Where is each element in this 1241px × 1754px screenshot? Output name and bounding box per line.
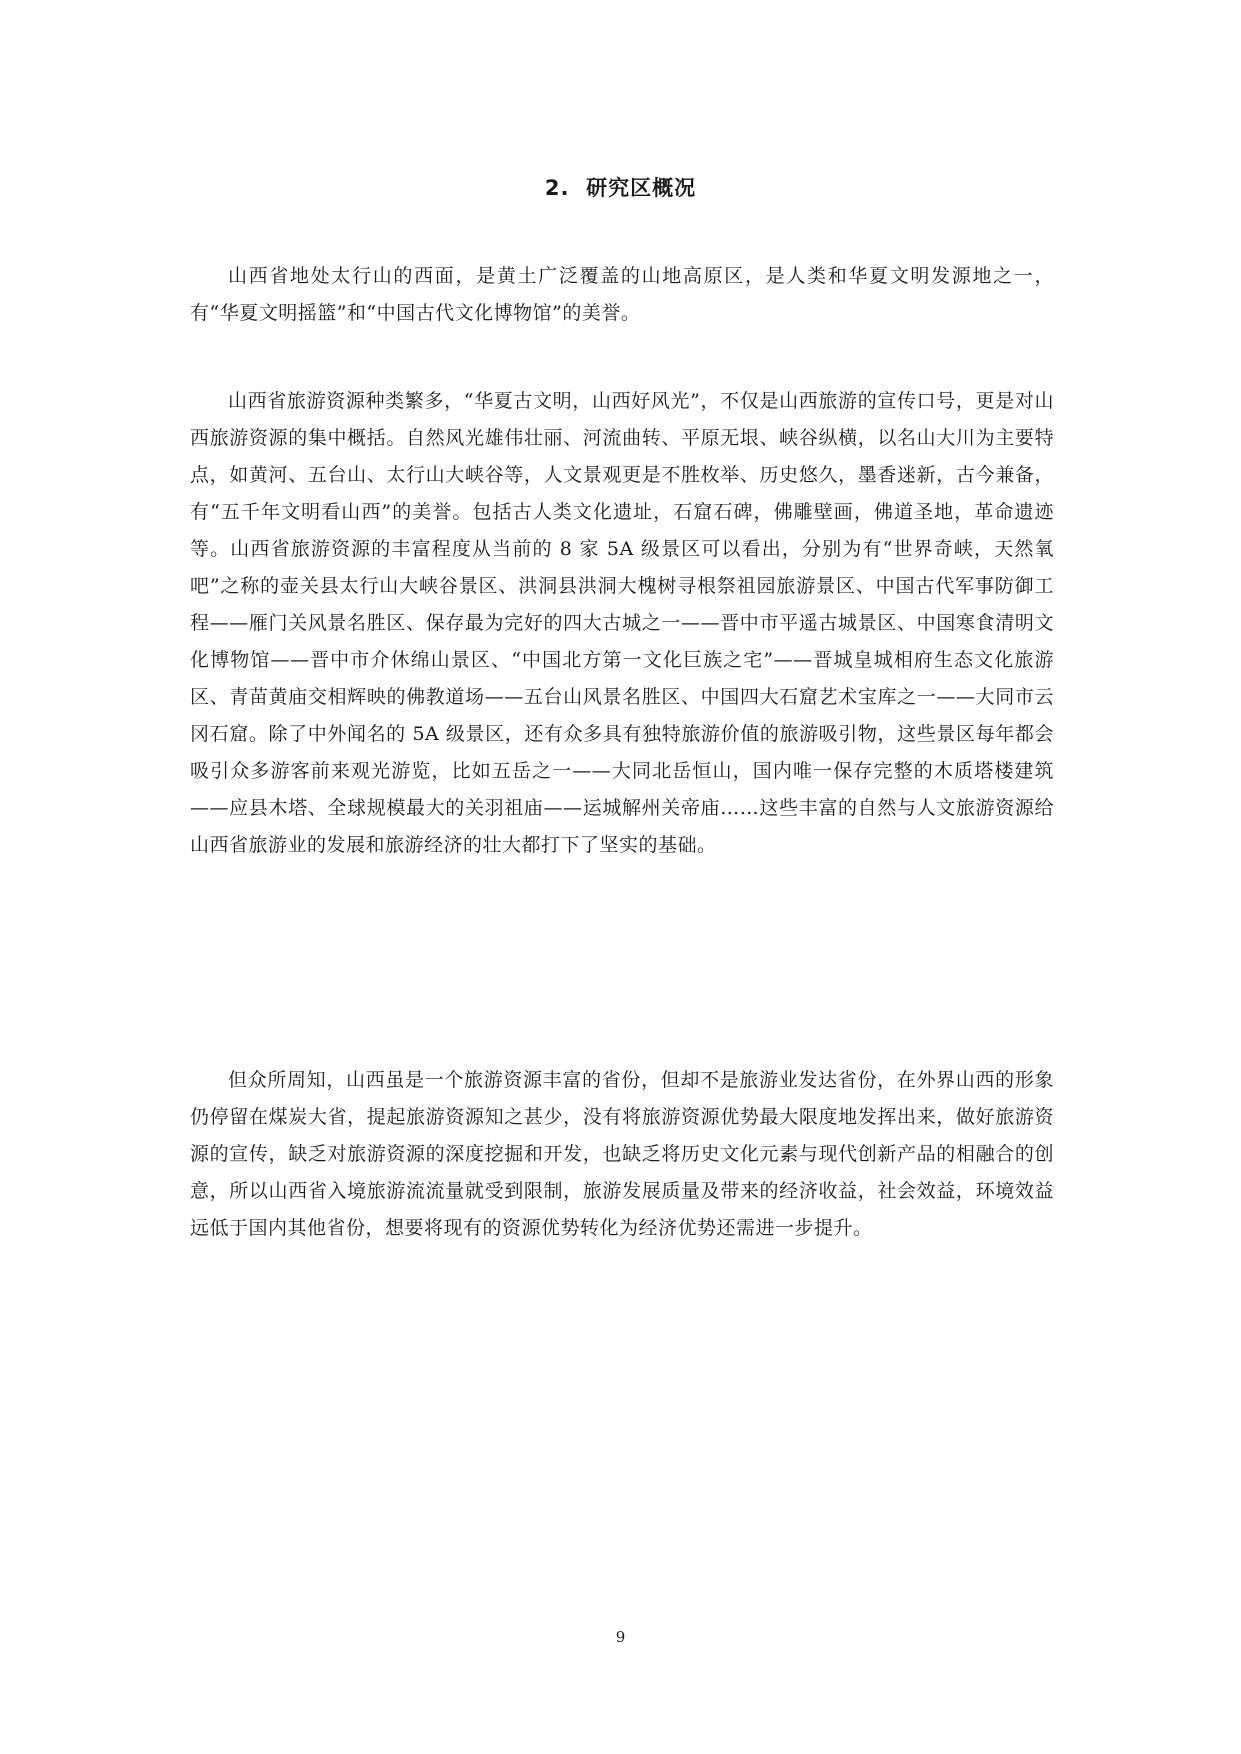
paragraph-text: 山西省地处太行山的西面，是黄土广泛覆盖的山地高原区，是人类和华夏文明发源地之一，有“华夏文明摇篮”和“中国古代文化博物馆”的美誉。 [190, 265, 1054, 324]
paragraph-text: 但众所周知，山西虽是一个旅游资源丰富的省份，但却不是旅游业发达省份，在外界山西的形象仍停留在煤炭大省，提起旅游资源知之甚少，没有将旅游资源优势最大限度地发挥出来，做好旅游资源的宣传，缺乏对旅游资源的深度挖掘和开发，也缺乏将历史文化元素与现代创新产品的相融合的创意，所以山西省入境旅游流流量就受到限制，旅游发展质量及带来的经济收益，社会效益，环境效益远低于国内其他省份，想要将现有的资源优势转化为经济优势还需进一步提升。 [190, 1069, 1054, 1239]
paragraph-2 [190, 383, 1054, 864]
section-title: 2. 研究区概况 [544, 176, 697, 200]
paragraph-3 [190, 1062, 1054, 1247]
paragraph-text: 山西省旅游资源种类繁多，“华夏古文明，山西好风光”，不仅是山西旅游的宣传口号，更是对山西旅游资源的集中概括。自然风光雄伟壮丽、河流曲转、平原无垠、峡谷纵横，以名山大川为主要特点，如黄河、五台山、太行山大峡谷等，人文景观更是不胜枚举、历史悠久，墨香迷新，古今兼备，有“五千年文明看山西”的美誉。包括古人类文化遗址，石窟石碑，佛雕壁画，佛道圣地，革命遗迹等。山西省旅游资源的丰富程度从当前的 8 家 5A 级景区可以看出，分别为有“世界奇峡，天然氧吧”之称的壶关县太行山大峡谷景区、洪洞县洪洞大槐树寻根祭祖园旅游景区、中国古代军事防御工程——雁门关风景名胜区、保存最为完好的四大古城之一——晋中市平遥古城景区、中国寒食清明文化博物馆——晋中市介休绵山景区、“中国北方第一文化巨族之宅”——晋城皇城相府生态文化旅游区、青苗黄庙交相辉映的佛教道场——五台山风景名胜区、中国四大石窟艺术宝库之一——大同市云冈石窟。除了中外闻名的 5A 级景区，还有众多具有独特旅游价值的旅游吸引物，这些景区每年都会吸引众多游客前来观光游览，比如五岳之一——大同北岳恒山，国内唯一保存完整的木质塔楼建筑——应县木塔、全球规模最大的关羽祖庙——运城解州关帝庙……这些丰富的自然与人文旅游资源给山西省旅游业的发展和旅游经济的壮大都打下了坚实的基础。 [190, 390, 1054, 856]
paragraph-1 [190, 258, 1054, 332]
page-number: 9 [615, 1628, 626, 1646]
